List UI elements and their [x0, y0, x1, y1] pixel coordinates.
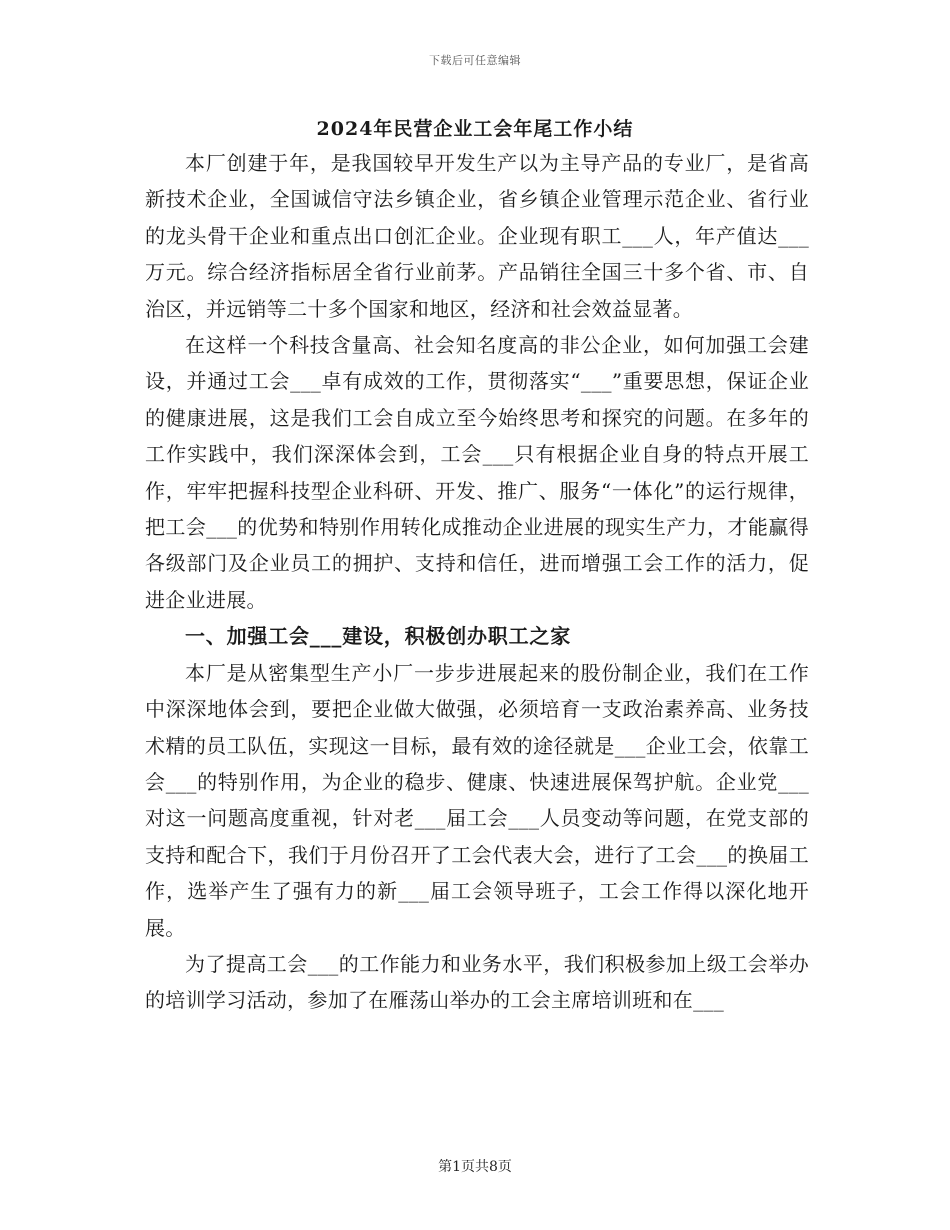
- page-header-note: 下载后可任意编辑: [429, 54, 521, 67]
- paragraph-company-intro: 本厂创建于年，是我国较早开发生产以为主导产品的专业厂，是省高新技术企业，全国诚信守法乡镇企业，省乡镇企业管理示范企业、省行业的龙头骨干企业和重点出口创汇企业。企业现有职工___人，年产值达___万元。综合经济指标居全省行业前茅。产品销往全国三十多个省、市、自治区，并远销等二十多个国家和地区，经济和社会效益显著。: [145, 151, 809, 321]
- paragraph-union-building: 在这样一个科技含量高、社会知名度高的非公企业，如何加强工会建设，并通过工会___卓有成效的工作，贯彻落实“___”重要思想，保证企业的健康进展，这是我们工会自成立至今始终思考和探究的问题。在多年的工作实践中，我们深深体会到，工会___只有根据企业自身的特点开展工作，牢牢把握科技型企业科研、开发、推广、服务“一体化”的运行规律，把工会___的优势和特别作用转化成推动企业进展的现实生产力，才能赢得各级部门及企业员工的拥护、支持和信任，进而增强工会工作的活力，促进企业进展。: [145, 333, 809, 612]
- paragraph-training: 为了提高工会___的工作能力和业务水平，我们积极参加上级工会举办的培训学习活动，参加了在雁荡山举办的工会主席培训班和在___: [145, 951, 809, 1013]
- page-number: 第1页共8页: [438, 1159, 512, 1175]
- paragraph-union-organization: 本厂是从密集型生产小厂一步步进展起来的股份制企业，我们在工作中深深地体会到，要把企业做大做强，必须培育一支政治素养高、业务技术精的员工队伍，实现这一目标，最有效的途径就是___企业工会，依靠工会___的特别作用，为企业的稳步、健康、快速进展保驾护航。企业党___对这一问题高度重视，针对老___届工会___人员变动等问题，在党支部的支持和配合下，我们于月份召开了工会代表大会，进行了工会___的换届工作，选举产生了强有力的新___届工会领导班子，工会工作得以深化地开展。: [145, 660, 809, 940]
- document-title: 2024年民营企业工会年尾工作小结: [316, 118, 634, 140]
- section-heading-1: 一、加强工会___建设，积极创办职工之家: [185, 624, 571, 649]
- document-body: [145, 145, 809, 1019]
